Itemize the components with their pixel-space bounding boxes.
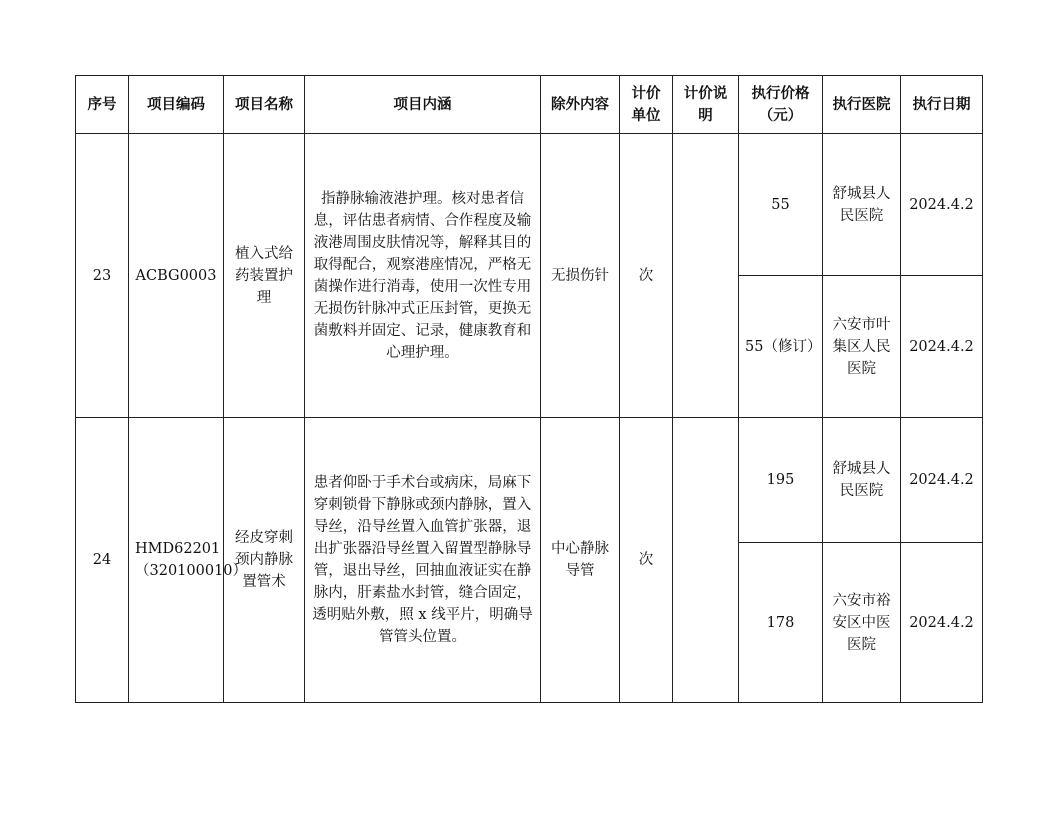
header-exclusion: 除外内容 (541, 76, 620, 134)
row-hospital: 舒城县人民医院 (823, 418, 901, 543)
header-date: 执行日期 (901, 76, 983, 134)
row-name: 经皮穿刺颈内静脉置管术 (224, 418, 305, 703)
header-unit: 计价单位 (620, 76, 673, 134)
row-unit: 次 (620, 134, 673, 418)
row-exclusion: 中心静脉导管 (541, 418, 620, 703)
row-hospital: 六安市叶集区人民医院 (823, 276, 901, 418)
row-seq: 23 (76, 134, 129, 418)
row-price: 195 (739, 418, 823, 543)
row-date: 2024.4.2 (901, 276, 983, 418)
row-code: ACBG0003 (129, 134, 224, 418)
row-price: 178 (739, 543, 823, 703)
row-hospital: 舒城县人民医院 (823, 134, 901, 276)
row-note (673, 134, 739, 418)
header-note: 计价说明 (673, 76, 739, 134)
row-content: 患者仰卧于手术台或病床，局麻下穿刺锁骨下静脉或颈内静脉，置入导丝，沿导丝置入血管扩张器，退出扩张器沿导丝置入留置型静脉导管，退出导丝，回抽血液证实在静脉内，肝素盐水封管，缝合固定，透明贴外敷，照 x 线平片，明确导管管头位置。 (305, 418, 541, 703)
row-content: 指静脉输液港护理。核对患者信息，评估患者病情、合作程度及输液港周围皮肤情况等，解释其目的取得配合，观察港座情况，严格无菌操作进行消毒，使用一次性专用无损伤针脉冲式正压封管，更换无菌敷料并固定、记录，健康教育和心理护理。 (305, 134, 541, 418)
row-date: 2024.4.2 (901, 543, 983, 703)
header-name: 项目名称 (224, 76, 305, 134)
header-price: 执行价格（元） (739, 76, 823, 134)
row-unit: 次 (620, 418, 673, 703)
row-seq: 24 (76, 418, 129, 703)
row-date: 2024.4.2 (901, 418, 983, 543)
row-exclusion: 无损伤针 (541, 134, 620, 418)
header-seq: 序号 (76, 76, 129, 134)
header-content: 项目内涵 (305, 76, 541, 134)
table-row (76, 418, 983, 543)
row-price: 55 (739, 134, 823, 276)
row-note (673, 418, 739, 703)
row-name: 植入式给药装置护理 (224, 134, 305, 418)
header-code: 项目编码 (129, 76, 224, 134)
row-price: 55（修订） (739, 276, 823, 418)
header-hospital: 执行医院 (823, 76, 901, 134)
header-row (76, 76, 983, 134)
table-row (76, 134, 983, 276)
row-hospital: 六安市裕安区中医医院 (823, 543, 901, 703)
row-date: 2024.4.2 (901, 134, 983, 276)
price-table (75, 75, 983, 703)
row-code: HMD62201（320100010） (129, 418, 224, 703)
